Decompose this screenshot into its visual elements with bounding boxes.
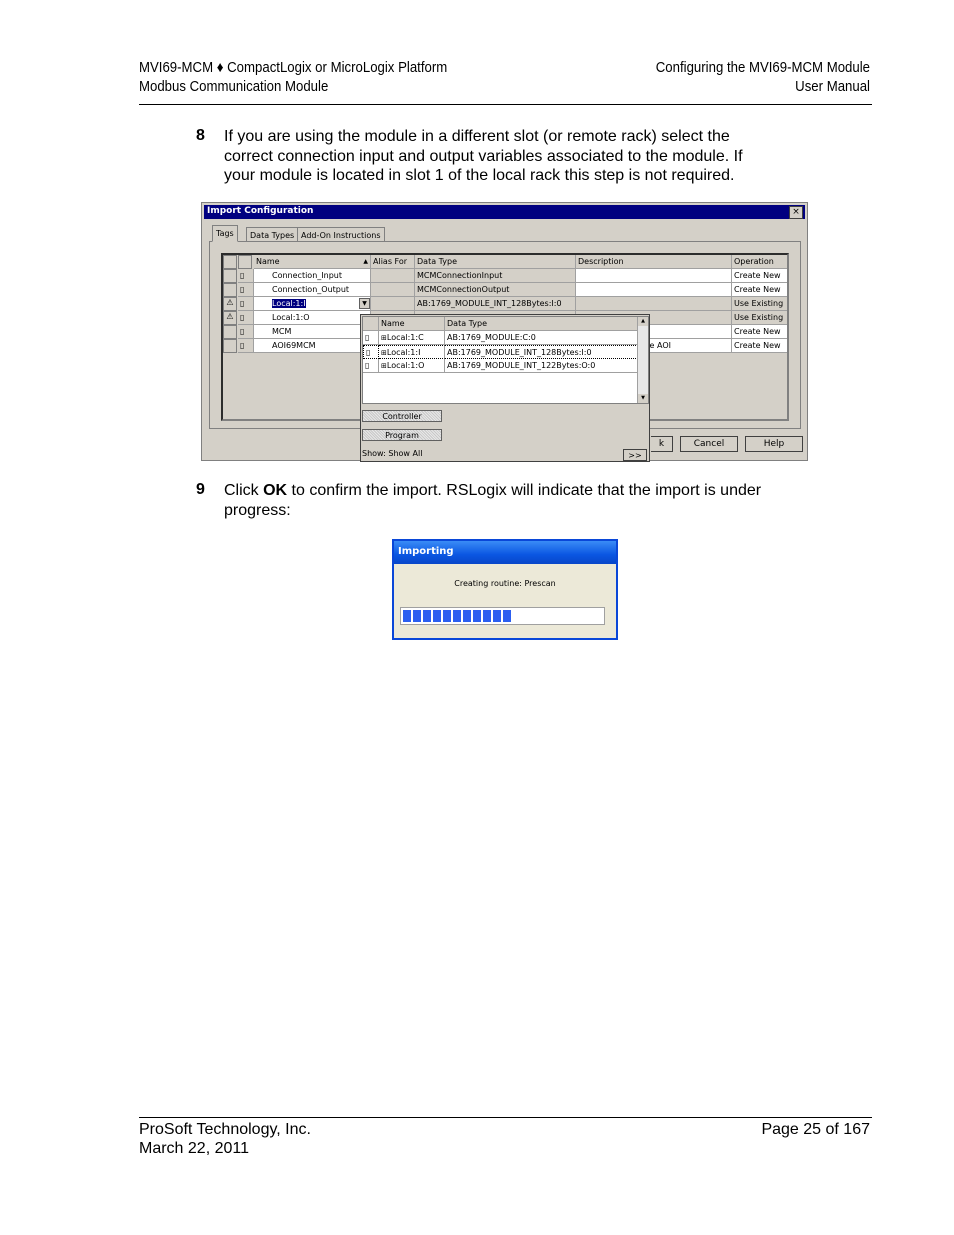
row-2-data-type: MCMConnectionOutput [415, 283, 576, 297]
row-4-name[interactable]: Local:1:O [254, 311, 371, 325]
row-selector[interactable] [223, 269, 237, 283]
tag-icon: ▯ [363, 331, 379, 345]
tag-icon: ▯ [363, 345, 379, 359]
tag-icon: ▯ [238, 311, 254, 325]
header-subtitle: Modbus Communication Module [139, 78, 329, 95]
tag-icon: ▯ [238, 325, 254, 339]
more-button[interactable]: >> [623, 449, 647, 461]
step-8-text [224, 127, 743, 186]
corner-cell [223, 255, 237, 269]
popup-item-3-label: Local:1:O [386, 361, 425, 370]
tab-tags[interactable]: Tags [212, 225, 238, 242]
step-9-line-1 [224, 481, 761, 501]
row-3-operation[interactable]: Use Existing [732, 297, 789, 311]
dialog-title-bar [204, 205, 805, 219]
scroll-up-icon[interactable]: ▲ [638, 317, 648, 326]
tag-browser-popup [360, 314, 650, 462]
row-5-operation[interactable]: Create New [732, 325, 789, 339]
popup-column-data-type[interactable]: Data Type [445, 317, 638, 331]
row-6-operation[interactable]: Create New [732, 339, 789, 353]
progress-segment [433, 610, 441, 622]
row-1-data-type: MCMConnectionInput [415, 269, 576, 283]
tag-icon: ▯ [363, 359, 379, 373]
column-header-description[interactable]: Description [576, 255, 732, 269]
step-9-line-2: progress: [224, 501, 291, 519]
popup-corner [363, 317, 379, 331]
importing-title: Importing [398, 546, 454, 557]
program-button[interactable]: Program [362, 429, 442, 441]
progress-segment [493, 610, 501, 622]
popup-item-2-name[interactable] [379, 345, 445, 359]
row-selector[interactable] [223, 325, 237, 339]
column-header-name[interactable] [254, 255, 371, 269]
progress-segment [443, 610, 451, 622]
step-9-prefix: Click [224, 482, 264, 499]
ok-button[interactable]: k [651, 436, 673, 452]
expand-plus-icon[interactable]: ⊞ [381, 334, 387, 342]
row-1-operation[interactable]: Create New [732, 269, 789, 283]
row-1-name[interactable]: Connection_Input [254, 269, 371, 283]
popup-scrollbar[interactable] [637, 317, 648, 403]
importing-title-bar [394, 541, 616, 564]
dialog-title: Import Configuration [207, 206, 314, 216]
warning-icon: ⚠ [223, 297, 237, 311]
row-3-description [576, 297, 732, 311]
column-header-data-type[interactable]: Data Type [415, 255, 576, 269]
row-2-operation[interactable]: Create New [732, 283, 789, 297]
header-left [139, 58, 491, 96]
column-name-label: Name [256, 257, 280, 266]
footer-page-number: Page 25 of 167 [761, 1121, 870, 1138]
step-8-line-1: If you are using the module in a different slot (or remote rack) select the [224, 128, 730, 145]
step-9-number: 9 [196, 481, 205, 498]
progress-segment [453, 610, 461, 622]
footer-date: March 22, 2011 [139, 1140, 249, 1157]
close-icon[interactable]: × [789, 206, 803, 219]
row-5-name[interactable]: MCM [254, 325, 371, 339]
scroll-down-icon[interactable]: ▼ [638, 394, 648, 403]
popup-item-2-type[interactable]: AB:1769_MODULE_INT_128Bytes:I:0 [445, 345, 638, 359]
progress-segment [413, 610, 421, 622]
popup-item-3-name[interactable] [379, 359, 445, 373]
popup-item-1-type[interactable]: AB:1769_MODULE:C:0 [445, 331, 638, 345]
row-1-alias [371, 269, 415, 283]
row-2-alias [371, 283, 415, 297]
row-3-name-dropdown[interactable] [254, 297, 371, 311]
step-8-line-3: your module is located in slot 1 of the local rack this step is not required. [224, 167, 735, 184]
controller-button[interactable]: Controller [362, 410, 442, 422]
row-2-name[interactable]: Connection_Output [254, 283, 371, 297]
footer-rule [139, 1117, 872, 1118]
tag-icon: ▯ [238, 283, 254, 297]
row-selector[interactable] [223, 283, 237, 297]
tag-icon: ▯ [238, 269, 254, 283]
warning-icon: ⚠ [223, 311, 237, 325]
step-9-text [224, 481, 761, 520]
step-9-suffix: to confirm the import. RSLogix will indicate that the import is under [287, 482, 762, 499]
tag-icon: ▯ [238, 339, 254, 353]
corner-cell-2 [238, 255, 252, 269]
importing-dialog [392, 539, 618, 640]
cancel-button[interactable]: Cancel [680, 436, 738, 452]
header-section: Configuring the MVI69-MCM Module [655, 59, 870, 76]
import-progress-bar [400, 607, 605, 625]
header-right [518, 58, 870, 96]
tab-add-on-instructions[interactable]: Add-On Instructions [297, 227, 385, 242]
help-button[interactable]: Help [745, 436, 803, 452]
row-3-alias [371, 297, 415, 311]
tag-browser-list [362, 316, 649, 404]
row-1-description[interactable] [576, 269, 732, 283]
popup-item-2-label: Local:1:I [386, 348, 421, 357]
import-configuration-dialog [201, 202, 808, 461]
step-9-ok-keyword: OK [263, 482, 288, 499]
row-2-description[interactable] [576, 283, 732, 297]
row-6-description[interactable]: e AOI [576, 339, 732, 353]
row-4-operation[interactable]: Use Existing [732, 311, 789, 325]
progress-segment [463, 610, 471, 622]
expand-plus-icon[interactable]: ⊞ [381, 362, 387, 370]
header-product: MVI69-MCM ♦ CompactLogix or MicroLogix Platform [139, 59, 448, 76]
header-rule [139, 104, 872, 105]
column-header-operation[interactable]: Operation [732, 255, 789, 269]
row-6-name[interactable]: AOI69MCM [254, 339, 371, 353]
header-manual: User Manual [795, 78, 870, 95]
tag-icon: ▯ [238, 297, 254, 311]
sort-arrow-icon: ▲ [363, 258, 368, 265]
tab-data-types[interactable]: Data Types [246, 227, 298, 242]
step-8-line-2: correct connection input and output variables associated to the module. If [224, 147, 743, 165]
popup-item-3-type[interactable]: AB:1769_MODULE_INT_122Bytes:O:0 [445, 359, 638, 373]
footer-company: ProSoft Technology, Inc. [139, 1121, 311, 1138]
progress-segment [423, 610, 431, 622]
progress-segment [403, 610, 411, 622]
row-3-data-type: AB:1769_MODULE_INT_128Bytes:I:0 [415, 297, 576, 311]
importing-message: Creating routine: Prescan [454, 579, 556, 588]
expand-plus-icon[interactable]: ⊞ [381, 349, 387, 357]
popup-item-1-label: Local:1:C [386, 333, 424, 342]
popup-column-name[interactable]: Name [379, 317, 445, 331]
progress-segment [483, 610, 491, 622]
progress-segment [473, 610, 481, 622]
row-3-name: Local:1:I [272, 299, 306, 308]
row-selector[interactable] [223, 339, 237, 353]
popup-item-1-name[interactable] [379, 331, 445, 345]
column-header-alias[interactable]: Alias For [371, 255, 415, 269]
footer-left [139, 1120, 311, 1158]
show-filter-label: Show: Show All [362, 449, 423, 458]
step-8-number: 8 [196, 127, 205, 144]
progress-segment [503, 610, 511, 622]
dropdown-arrow-icon[interactable]: ▼ [359, 298, 370, 309]
